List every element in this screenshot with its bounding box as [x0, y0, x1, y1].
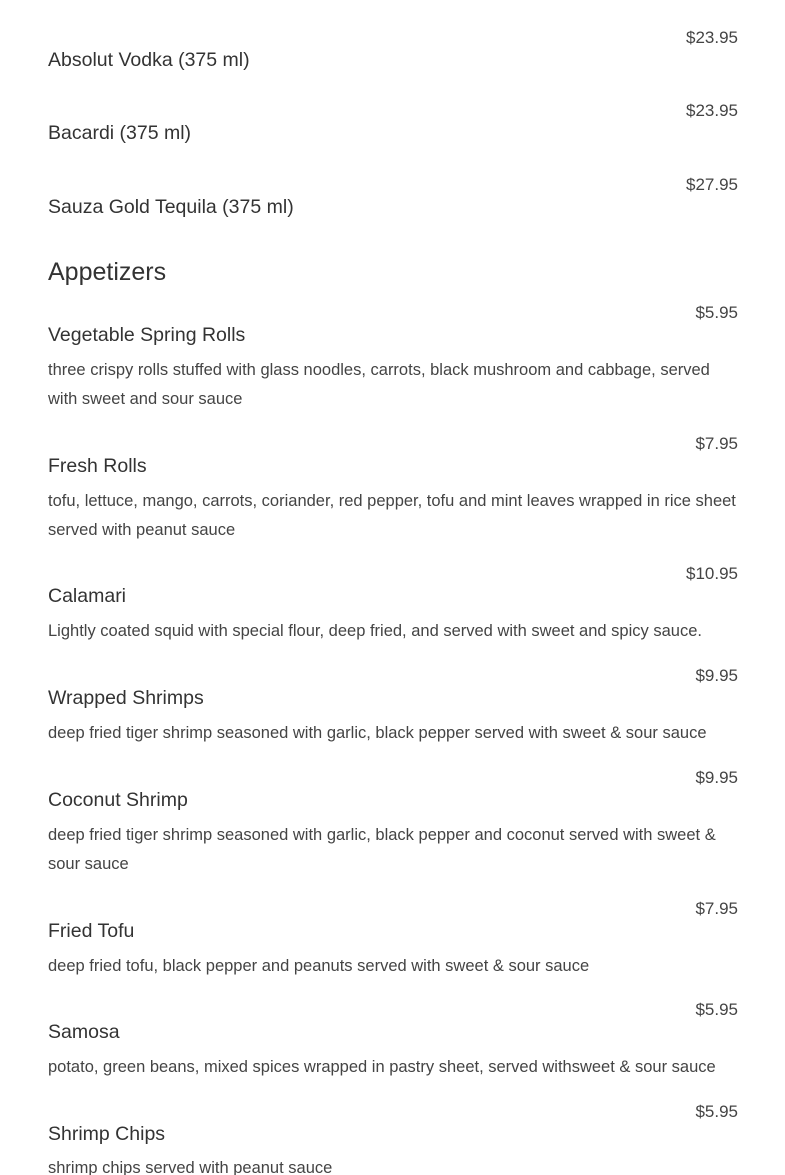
item-name: Vegetable Spring Rolls [48, 324, 246, 346]
menu-item [48, 768, 738, 878]
item-description: potato, green beans, mixed spices wrapped in pastry sheet, served withsweet & sour sauce [48, 1058, 716, 1076]
item-price: $23.95 [686, 28, 738, 47]
item-price: $9.95 [695, 666, 738, 685]
item-price: $5.95 [695, 1000, 738, 1019]
item-price: $5.95 [695, 303, 738, 322]
menu-item [48, 175, 738, 225]
item-name: Absolut Vodka (375 ml) [48, 49, 250, 71]
item-price: $7.95 [695, 899, 738, 918]
item-price: $23.95 [686, 101, 738, 120]
item-name: Bacardi (375 ml) [48, 122, 192, 144]
item-description: three crispy rolls stuffed with glass noodles, carrots, black mushroom and cabbage, served with sweet and sour sauce [48, 361, 710, 408]
menu-item [48, 1000, 738, 1080]
item-description: deep fried tiger shrimp seasoned with garlic, black pepper served with sweet & sour sauce [48, 724, 707, 742]
item-description: deep fried tiger shrimp seasoned with garlic, black pepper and coconut served with sweet & sour sauce [48, 826, 716, 873]
item-name: Fresh Rolls [48, 455, 147, 477]
item-name: Samosa [48, 1021, 120, 1043]
item-description: deep fried tofu, black pepper and peanuts served with sweet & sour sauce [48, 957, 590, 975]
item-description: Lightly coated squid with special flour, deep fried, and served with sweet and spicy sauce. [48, 622, 702, 640]
item-name: Calamari [48, 585, 127, 607]
item-name: Fried Tofu [48, 920, 135, 942]
item-name: Sauza Gold Tequila (375 ml) [48, 196, 294, 218]
item-description: tofu, lettuce, mango, carrots, coriander, red pepper, tofu and mint leaves wrapped in rice sheet served with peanut sauce [48, 492, 736, 539]
menu-item [48, 1102, 738, 1175]
item-price: $10.95 [686, 564, 738, 583]
item-price: $5.95 [695, 1102, 738, 1121]
section-heading-appetizers: Appetizers [48, 258, 167, 286]
item-price: $7.95 [695, 434, 738, 453]
item-name: Shrimp Chips [48, 1123, 166, 1145]
menu-item [48, 434, 738, 544]
item-price: $9.95 [695, 768, 738, 787]
item-description: shrimp chips served with peanut sauce [48, 1159, 333, 1175]
item-price: $27.95 [686, 175, 738, 194]
menu-item [48, 666, 738, 746]
menu-item [48, 101, 738, 151]
menu-item [48, 564, 738, 644]
menu-item [48, 303, 738, 413]
menu-item [48, 899, 738, 979]
item-name: Coconut Shrimp [48, 789, 188, 811]
menu-item [48, 28, 738, 78]
item-name: Wrapped Shrimps [48, 687, 204, 709]
